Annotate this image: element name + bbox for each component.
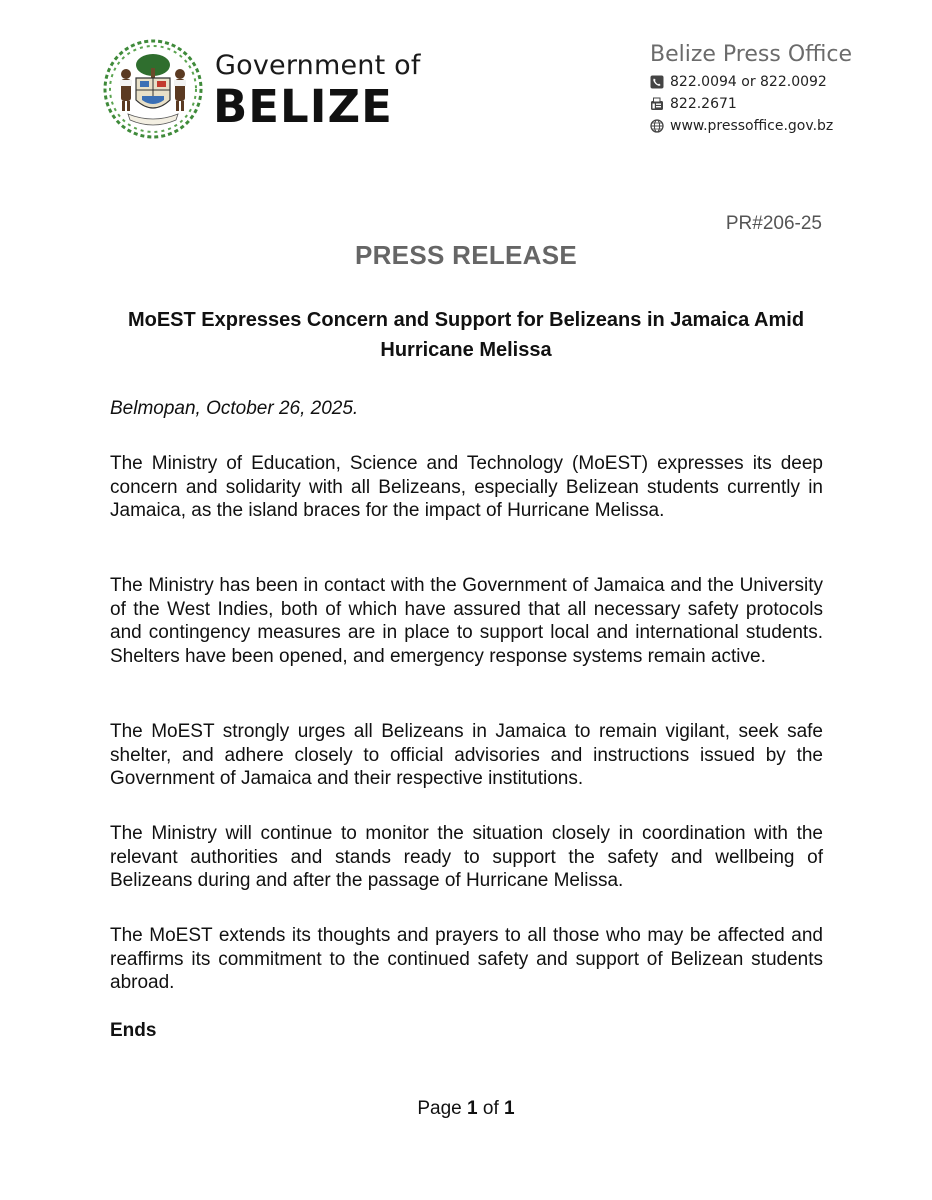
website-link[interactable]: www.pressoffice.gov.bz	[670, 118, 834, 134]
page-indicator	[0, 1098, 932, 1120]
belize-wordmark: BELIZE	[213, 80, 393, 133]
press-release-heading: PRESS RELEASE	[354, 240, 578, 270]
body-paragraph-1: The Ministry of Education, Science and Technology (MoEST) expresses its deep concern and solidarity with all Belizeans, especially Belizean students currently in Jamaica, as the island braces for the impact of Hurricane Melissa.	[110, 453, 823, 521]
page-total: 1	[504, 1098, 515, 1119]
page-current: 1	[467, 1098, 478, 1119]
press-release-number: PR#206-25	[725, 213, 822, 234]
phone-icon	[650, 75, 664, 89]
dateline: Belmopan, October 26, 2025.	[110, 398, 359, 419]
body-paragraph-4: The Ministry will continue to monitor the situation closely in coordination with the relevant authorities and stands ready to support the safety and wellbeing of Belizeans during and after the passage of Hurricane Melissa.	[110, 823, 823, 891]
contact-website	[650, 118, 833, 134]
contact-phone	[650, 74, 827, 90]
phone-number: 822.0094 or 822.0092	[670, 74, 827, 90]
body-paragraph-3: The MoEST strongly urges all Belizeans in Jamaica to remain vigilant, seek safe shelter, and adhere closely to official advisories and instructions issued by the Government of Jamaica and their respective institutions.	[110, 721, 823, 789]
press-office-title: Belize Press Office	[650, 42, 853, 67]
page-word: Page	[417, 1098, 462, 1119]
belize-coat-of-arms-icon	[102, 38, 204, 140]
globe-icon	[650, 119, 664, 133]
of-word: of	[482, 1098, 499, 1119]
contact-fax	[650, 96, 737, 112]
body-paragraph-2: The Ministry has been in contact with the Government of Jamaica and the University of the West Indies, both of which have assured that all necessary safety protocols and contingency measures are in place to support local and international students. Shelters have been opened, and emergency response systems remain active.	[110, 575, 823, 667]
body-paragraph-5: The MoEST extends its thoughts and prayers to all those who may be affected and reaffirms its commitment to the continued safety and support of Belizean students abroad.	[110, 925, 823, 993]
government-of-label: Government of	[215, 50, 421, 81]
release-headline: MoEST Expresses Concern and Support for Belizeans in Jamaica Amid Hurricane Melissa	[127, 309, 805, 361]
ends-marker: Ends	[110, 1020, 157, 1041]
fax-number: 822.2671	[670, 96, 737, 112]
fax-icon	[650, 97, 664, 111]
